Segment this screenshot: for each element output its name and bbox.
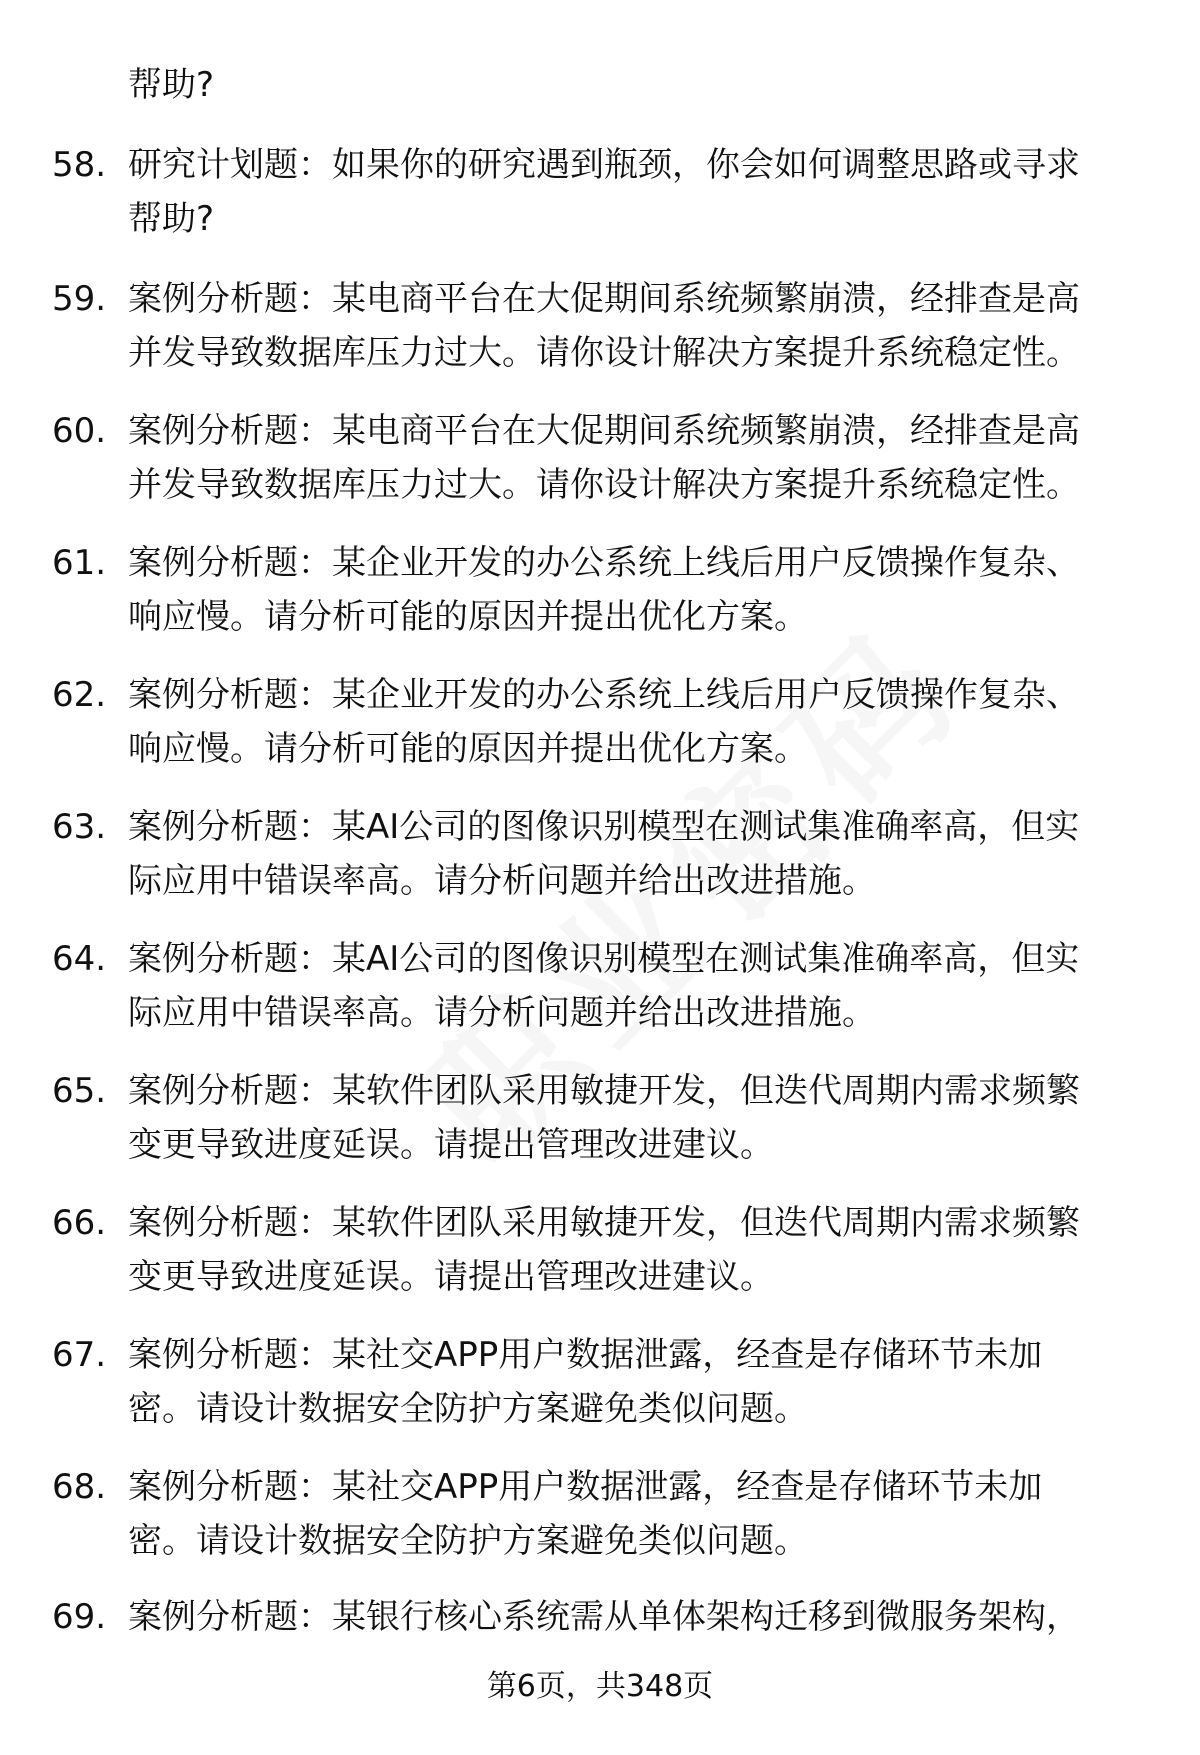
question-line: 案例分析题：某企业开发的办公系统上线后用户反馈操作复杂、 bbox=[128, 543, 1080, 583]
question-number: 64. bbox=[52, 939, 107, 979]
question-line: 密。请设计数据安全防护方案避免类似问题。 bbox=[128, 1521, 808, 1561]
question-text bbox=[128, 1590, 1138, 1644]
page-footer: 第6页，共348页 bbox=[486, 1669, 714, 1704]
question-line: 案例分析题：某企业开发的办公系统上线后用户反馈操作复杂、 bbox=[128, 675, 1080, 715]
question-line: 案例分析题：某AI公司的图像识别模型在测试集准确率高，但实 bbox=[128, 939, 1080, 979]
question-text bbox=[128, 668, 1138, 776]
question-text bbox=[128, 1328, 1138, 1436]
question-line: 案例分析题：某AI公司的图像识别模型在测试集准确率高，但实 bbox=[128, 807, 1080, 847]
question-number: 68. bbox=[52, 1467, 107, 1507]
question-line: 帮助? bbox=[128, 199, 215, 239]
question-number: 66. bbox=[52, 1203, 107, 1243]
question-text bbox=[128, 1064, 1138, 1172]
question-line: 并发导致数据库压力过大。请你设计解决方案提升系统稳定性。 bbox=[128, 333, 1080, 373]
question-line: 案例分析题：某银行核心系统需从单体架构迁移到微服务架构， bbox=[128, 1597, 1080, 1637]
question-line: 研究计划题：如果你的研究遇到瓶颈，你会如何调整思路或寻求 bbox=[128, 145, 1080, 185]
question-text bbox=[128, 1196, 1138, 1304]
question-number: 63. bbox=[52, 807, 107, 847]
question-number: 60. bbox=[52, 411, 107, 451]
question-text bbox=[128, 138, 1138, 246]
question-text bbox=[128, 536, 1138, 644]
question-line: 案例分析题：某电商平台在大促期间系统频繁崩溃，经排查是高 bbox=[128, 279, 1080, 319]
question-text bbox=[128, 272, 1138, 380]
question-number: 61. bbox=[52, 543, 107, 583]
question-line: 密。请设计数据安全防护方案避免类似问题。 bbox=[128, 1389, 808, 1429]
question-line: 响应慢。请分析可能的原因并提出优化方案。 bbox=[128, 729, 808, 769]
question-line: 变更导致进度延误。请提出管理改进建议。 bbox=[128, 1125, 774, 1165]
question-line: 变更导致进度延误。请提出管理改进建议。 bbox=[128, 1257, 774, 1297]
question-text bbox=[128, 932, 1138, 1040]
question-line: 案例分析题：某社交APP用户数据泄露，经查是存储环节未加 bbox=[128, 1467, 1043, 1507]
question-text bbox=[128, 404, 1138, 512]
question-number: 59. bbox=[52, 279, 107, 319]
question-line: 案例分析题：某软件团队采用敏捷开发，但迭代周期内需求频繁 bbox=[128, 1203, 1080, 1243]
question-number: 58. bbox=[52, 145, 107, 185]
question-number: 67. bbox=[52, 1335, 107, 1375]
question-line: 际应用中错误率高。请分析问题并给出改进措施。 bbox=[128, 993, 876, 1033]
question-line: 案例分析题：某电商平台在大促期间系统频繁崩溃，经排查是高 bbox=[128, 411, 1080, 451]
question-number: 62. bbox=[52, 675, 107, 715]
continuation-text: 帮助? bbox=[128, 65, 215, 105]
question-line: 际应用中错误率高。请分析问题并给出改进措施。 bbox=[128, 861, 876, 901]
question-line: 响应慢。请分析可能的原因并提出优化方案。 bbox=[128, 597, 808, 637]
question-text bbox=[128, 1460, 1138, 1568]
question-line: 案例分析题：某软件团队采用敏捷开发，但迭代周期内需求频繁 bbox=[128, 1071, 1080, 1111]
question-number: 65. bbox=[52, 1071, 107, 1111]
question-text bbox=[128, 800, 1138, 908]
question-number: 69. bbox=[52, 1597, 107, 1637]
question-line: 并发导致数据库压力过大。请你设计解决方案提升系统稳定性。 bbox=[128, 465, 1080, 505]
question-line: 案例分析题：某社交APP用户数据泄露，经查是存储环节未加 bbox=[128, 1335, 1043, 1375]
